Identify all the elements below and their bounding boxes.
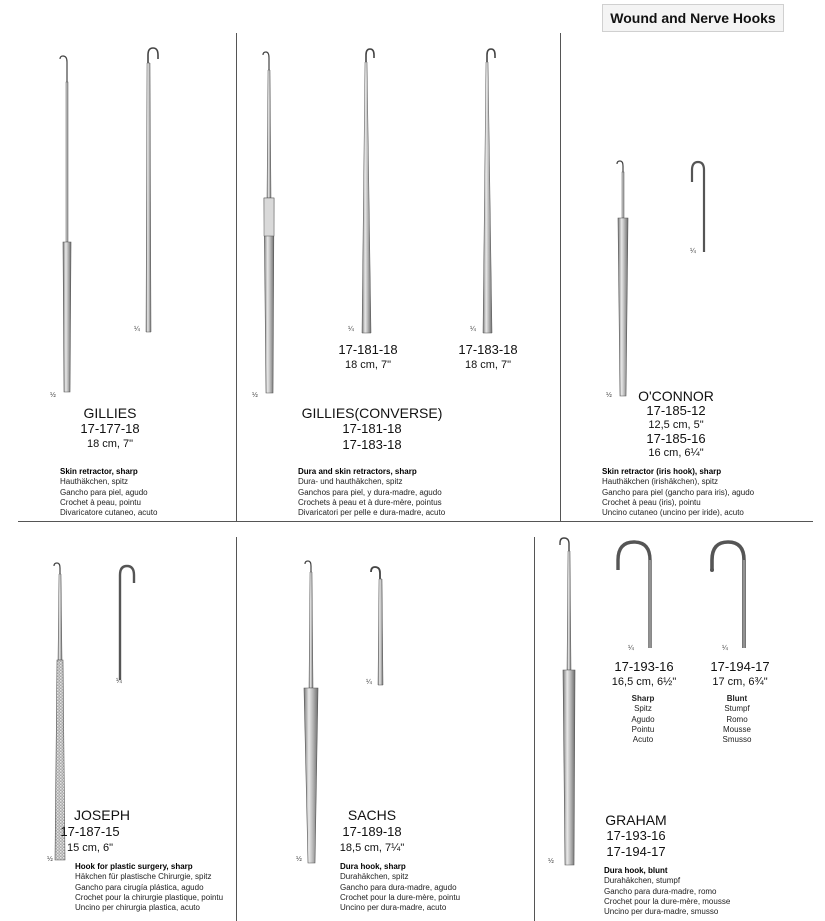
graham-sharp-type-line: Spitz (634, 704, 652, 714)
oconnor-full-instrument (608, 158, 638, 403)
oconnor-description (602, 467, 754, 518)
column-divider (236, 33, 237, 521)
graham-blunt-type-line: Romo (726, 714, 748, 724)
graham-blunt-scale: ¼ (722, 645, 728, 652)
oconnor-desc-line: Gancho para piel (gancho para iris), agudo (602, 487, 755, 497)
gillies-converse-variant1-code: 17-181-18 (338, 342, 398, 357)
sachs-desc-line: Crochet pour la dure-mère, pointu (340, 892, 461, 902)
sachs-scale-detail: ¼ (366, 679, 372, 686)
sachs-scale-full: ½ (296, 856, 302, 863)
graham-sharp-instrument (612, 540, 662, 650)
graham-sharp-type-line: Acuto (632, 735, 654, 745)
gillies-converse-full-instrument (254, 48, 284, 403)
gillies-converse-variant1-instrument (352, 46, 382, 336)
column-divider (534, 537, 535, 921)
oconnor-desc-line: Hauthäkchen (irishäkchen), spitz (602, 477, 719, 487)
graham-sharp-code: 17-193-16 (614, 659, 674, 674)
gillies-converse-variant2-scale: ¼ (470, 326, 476, 333)
graham-sharp-type-title: Sharp (631, 694, 655, 703)
joseph-desc-line: Häkchen für plastische Chirurgie, spitz (75, 872, 212, 882)
gillies-detail-instrument (135, 45, 165, 335)
gillies-converse-desc-title: Dura and skin retractors, sharp (298, 467, 417, 476)
graham-blunt-type (712, 694, 762, 745)
gillies-converse-desc-line: Divaricatori per pelle e dura-madre, acuto (298, 508, 446, 518)
joseph-size: 15 cm, 6" (66, 842, 114, 854)
oconnor-size: 16 cm, 6¼" (648, 447, 704, 459)
oconnor-size: 12,5 cm, 5" (648, 419, 704, 431)
gillies-converse-variant2-code: 17-183-18 (458, 342, 518, 357)
gillies-converse-variant1-size: 18 cm, 7" (344, 359, 392, 371)
graham-name: GRAHAM (605, 812, 667, 828)
sachs-desc-line: Durahäkchen, spitz (340, 872, 409, 882)
joseph-desc-line: Crochet pour la chirurgie plastique, pointu (75, 892, 224, 902)
gillies-description (60, 467, 157, 518)
oconnor-desc-title: Skin retractor (iris hook), sharp (602, 467, 722, 476)
graham-blunt-type-line: Smusso (722, 735, 752, 745)
graham-code: 17-194-17 (606, 844, 666, 859)
joseph-desc-line: Uncino per chirurgia plastica, acuto (75, 903, 200, 913)
sachs-desc-title: Dura hook, sharp (340, 862, 406, 871)
sachs-desc-line: Uncino per dura-madre, acuto (340, 903, 447, 913)
gillies-code: 17-177-18 (80, 421, 140, 436)
sachs-description (340, 862, 460, 913)
graham-desc-line: Durahäkchen, stumpf (604, 876, 681, 886)
oconnor-code: 17-185-16 (646, 431, 706, 446)
sachs-size: 18,5 cm, 7¼" (339, 842, 405, 854)
oconnor-desc-line: Uncino cutaneo (uncino per iride), acuto (602, 508, 744, 518)
gillies-converse-description (298, 467, 445, 518)
graham-scale-full: ½ (548, 858, 554, 865)
joseph-desc-title: Hook for plastic surgery, sharp (75, 862, 193, 871)
graham-sharp-scale: ¼ (628, 645, 634, 652)
graham-blunt-instrument (706, 540, 756, 650)
oconnor-scale-detail: ¼ (690, 248, 696, 255)
graham-desc-line: Crochet pour la dure-mère, mousse (604, 896, 731, 906)
joseph-name: JOSEPH (74, 807, 131, 823)
graham-desc-line: Uncino per dura-madre, smusso (604, 907, 719, 917)
joseph-code: 17-187-15 (60, 824, 120, 839)
graham-desc-line: Gancho para dura-madre, romo (604, 886, 717, 896)
sachs-desc-line: Gancho para dura-madre, agudo (340, 882, 457, 892)
gillies-converse-scale-full: ½ (252, 392, 258, 399)
gillies-desc-line: Gancho para piel, agudo (60, 487, 148, 497)
oconnor-detail-instrument (684, 160, 714, 255)
oconnor-code: 17-185-12 (646, 403, 706, 418)
gillies-size: 18 cm, 7" (86, 438, 134, 450)
graham-desc-title: Dura hook, blunt (604, 866, 668, 875)
joseph-scale-detail: ¼ (116, 678, 122, 685)
graham-description (604, 866, 730, 917)
graham-blunt-code: 17-194-17 (710, 659, 770, 674)
gillies-converse-name: GILLIES(CONVERSE) (301, 405, 443, 421)
oconnor-name: O'CONNOR (638, 388, 714, 404)
column-divider (560, 33, 561, 521)
gillies-name: GILLIES (83, 405, 137, 421)
gillies-desc-line: Crochet à peau, pointu (60, 497, 141, 507)
joseph-detail-instrument (110, 563, 140, 683)
gillies-converse-variant1-scale: ¼ (348, 326, 354, 333)
gillies-scale-full: ½ (50, 392, 56, 399)
gillies-converse-desc-line: Crochets à peau et à dure-mère, pointus (298, 497, 442, 507)
gillies-desc-line: Divaricatore cutaneo, acuto (60, 508, 158, 518)
gillies-converse-code: 17-181-18 (342, 421, 402, 436)
oconnor-scale-full: ½ (606, 392, 612, 399)
oconnor-desc-line: Crochet à peau (iris), pointu (602, 497, 701, 507)
gillies-converse-desc-line: Ganchos para piel, y dura-madre, agudo (298, 487, 442, 497)
sachs-name: SACHS (347, 807, 397, 823)
graham-full-instrument (554, 535, 584, 875)
gillies-desc-title: Skin retractor, sharp (60, 467, 138, 476)
joseph-desc-line: Gancho para cirugía plástica, agudo (75, 882, 204, 892)
sachs-detail-instrument (366, 565, 396, 690)
row-divider (18, 521, 813, 522)
column-divider (236, 537, 237, 921)
joseph-description (75, 862, 223, 913)
graham-blunt-type-title: Blunt (726, 694, 748, 703)
gillies-converse-code: 17-183-18 (342, 437, 402, 452)
gillies-scale-detail: ¼ (134, 326, 140, 333)
graham-blunt-size: 17 cm, 6¾" (712, 676, 768, 688)
joseph-scale-full: ½ (47, 856, 53, 863)
graham-sharp-size: 16,5 cm, 6½" (611, 676, 677, 688)
graham-sharp-type (618, 694, 668, 745)
graham-sharp-type-line: Pointu (631, 724, 655, 734)
graham-code: 17-193-16 (606, 828, 666, 843)
gillies-full-instrument (52, 52, 82, 402)
graham-blunt-type-line: Mousse (722, 724, 751, 734)
gillies-converse-variant2-instrument (473, 46, 503, 336)
gillies-converse-variant2-size: 18 cm, 7" (464, 359, 512, 371)
sachs-code: 17-189-18 (342, 824, 402, 839)
gillies-desc-line: Hauthäkchen, spitz (60, 477, 129, 487)
graham-sharp-type-line: Agudo (631, 714, 655, 724)
page-title: Wound and Nerve Hooks (602, 4, 784, 32)
graham-blunt-type-line: Stumpf (724, 704, 750, 714)
gillies-converse-desc-line: Dura- und hauthäkchen, spitz (298, 477, 403, 487)
